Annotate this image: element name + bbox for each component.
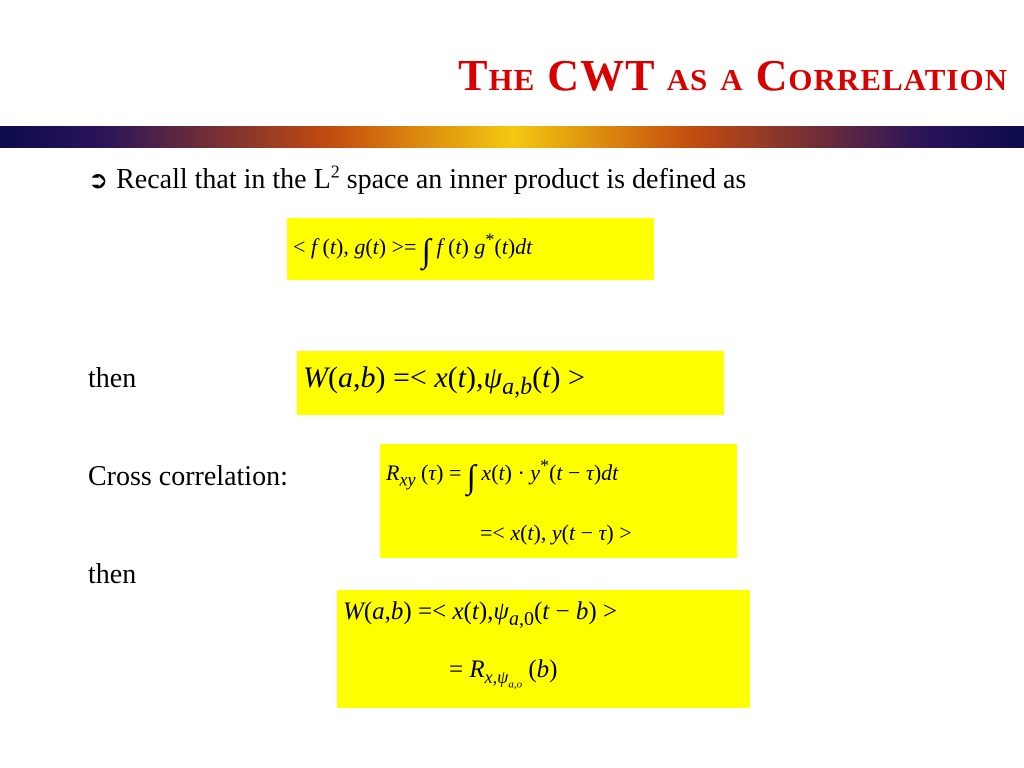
bullet-superscript: 2 <box>330 161 340 182</box>
wavelet-transform-equation: $W(a,b) =< x(t),\psi_{a,b}(t)$ > <box>297 351 724 415</box>
slide-title: The CWT as a Correlation <box>458 51 1008 100</box>
then-label-2: then <box>88 559 137 590</box>
inner-product-equation: < f (t), g(t) >= ∫ f (t) g*(t)dt <box>287 218 654 280</box>
then-label-1: then <box>88 363 137 394</box>
wavelet-correlation-equation: $W(a,b) =< x(t),\psi_{a,0}(t - b)$ > = $R_{x,\psi_{a,o}}$ (b) <box>337 590 750 708</box>
bullet-text-after: space an inner product is defined as <box>339 164 747 195</box>
title-gradient-bar <box>0 126 1024 148</box>
cross-correlation-label: Cross correlation: <box>88 461 288 492</box>
bullet-recall <box>88 161 747 196</box>
bullet-text-before: Recall that in the L <box>116 164 331 195</box>
cross-correlation-equation: $R_{xy}$ (τ) = ∫ x(t) · y*(t − τ)dt =< x(t), y(t − τ) > <box>380 444 737 558</box>
curved-arrow-icon: ➲ <box>88 166 109 194</box>
